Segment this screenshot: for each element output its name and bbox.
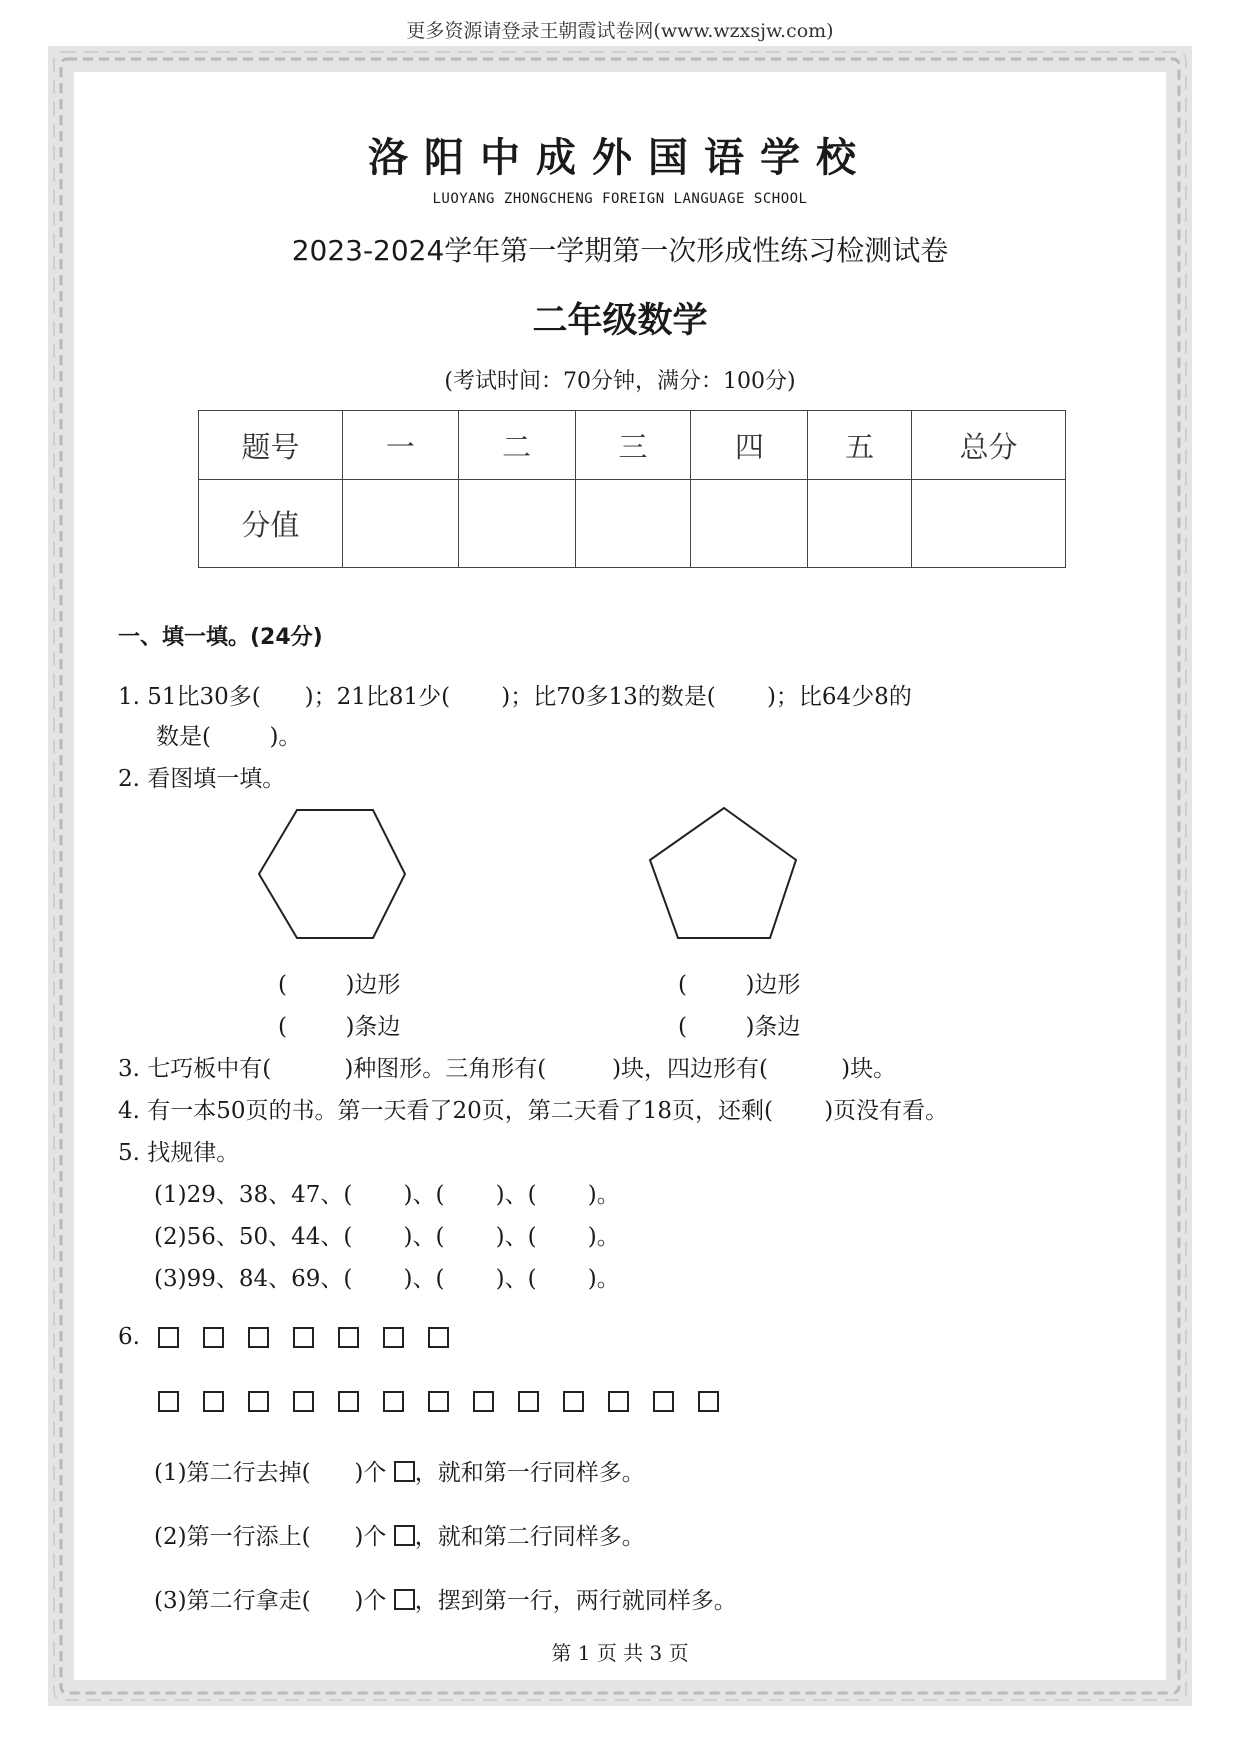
square-icon [518,1391,539,1412]
square-icon [293,1391,314,1412]
square-icon [248,1391,269,1412]
subject-title: 二年级数学 [532,301,708,341]
question-6-item-2-tail: ，就和第二行同样多。 [414,1524,645,1550]
square-icon [338,1327,359,1348]
square-icon [383,1391,404,1412]
question-6-item-1-tail: ，就和第一行同样多。 [414,1460,645,1486]
square-icon [608,1391,629,1412]
page-footer: 第 1 页 共 3 页 [551,1641,689,1665]
square-icon [653,1391,674,1412]
hexagon-edges-blank: ( )条边 [278,1014,401,1040]
question-6-item-2 [154,1518,645,1551]
score-header-cell: 二 [458,411,575,480]
square-icon [473,1391,494,1412]
pattern-item-1: (1)29、38、47、( )、( )、( )。 [154,1182,620,1208]
question-6-item-3 [154,1582,737,1615]
pentagon-sides-blank: ( )边形 [678,972,801,998]
question-6-number: 6. [118,1324,140,1350]
score-header-cell: 一 [342,411,458,480]
score-header-cell: 四 [691,411,808,480]
question-2: 2. 看图填一填。 [118,766,286,792]
square-icon [203,1327,224,1348]
square-row-2 [158,1391,743,1412]
square-icon [563,1391,584,1412]
question-1-line2: 数是( )。 [156,724,302,750]
score-table [198,410,1066,568]
square-icon [383,1327,404,1348]
score-cell[interactable] [691,480,808,568]
square-icon [394,1461,415,1482]
square-icon [338,1391,359,1412]
question-3: 3. 七巧板中有( )种图形。三角形有( )块，四边形有( )块。 [118,1056,897,1082]
pattern-item-3: (3)99、84、69、( )、( )、( )。 [154,1266,620,1292]
question-6-item-3-text: (3)第二行拿走( )个 [154,1588,394,1614]
pentagon-edges-blank: ( )条边 [678,1014,801,1040]
question-6-item-2-text: (2)第一行添上( )个 [154,1524,394,1550]
square-icon [428,1391,449,1412]
square-icon [158,1327,179,1348]
square-icon [158,1391,179,1412]
score-row-label: 分值 [199,480,343,568]
exam-title: 2023-2024学年第一学期第一次形成性练习检测试卷 [291,234,949,267]
score-cell[interactable] [575,480,691,568]
score-header-cell: 三 [575,411,691,480]
question-6-item-1 [154,1454,645,1487]
hexagon-sides-blank: ( )边形 [278,972,401,998]
source-note: 更多资源请登录王朝霞试卷网(www.wzxsjw.com) [406,20,834,42]
score-header-cell: 题号 [199,411,343,480]
question-4: 4. 有一本50页的书。第一天看了20页，第二天看了18页，还剩( )页没有看。 [118,1098,949,1124]
pentagon-figure [640,800,800,945]
square-icon [394,1589,415,1610]
score-header-cell: 五 [808,411,912,480]
square-icon [698,1391,719,1412]
square-icon [293,1327,314,1348]
square-icon [428,1327,449,1348]
question-5: 5. 找规律。 [118,1140,240,1166]
square-icon [248,1327,269,1348]
score-cell[interactable] [458,480,575,568]
school-name: 洛阳中成外国语学校 [368,135,872,181]
score-cell[interactable] [342,480,458,568]
question-1-line1: 1. 51比30多( )；21比81少( )；比70多13的数是( )；比64少8的 [118,684,912,710]
score-cell[interactable] [912,480,1066,568]
question-6-item-1-text: (1)第二行去掉( )个 [154,1460,394,1486]
exam-info: (考试时间：70分钟，满分：100分) [444,369,796,394]
school-name-english: LUOYANG ZHONGCHENG FOREIGN LANGUAGE SCHOOL [432,191,808,207]
hexagon-figure [250,800,420,945]
section-heading: 一、填一填。(24分) [118,625,323,650]
question-6-item-3-tail: ，摆到第一行，两行就同样多。 [414,1588,737,1614]
score-cell[interactable] [808,480,912,568]
score-header-cell: 总分 [912,411,1066,480]
square-icon [394,1525,415,1546]
square-icon [203,1391,224,1412]
square-row-1 [158,1327,473,1348]
pattern-item-2: (2)56、50、44、( )、( )、( )。 [154,1224,620,1250]
